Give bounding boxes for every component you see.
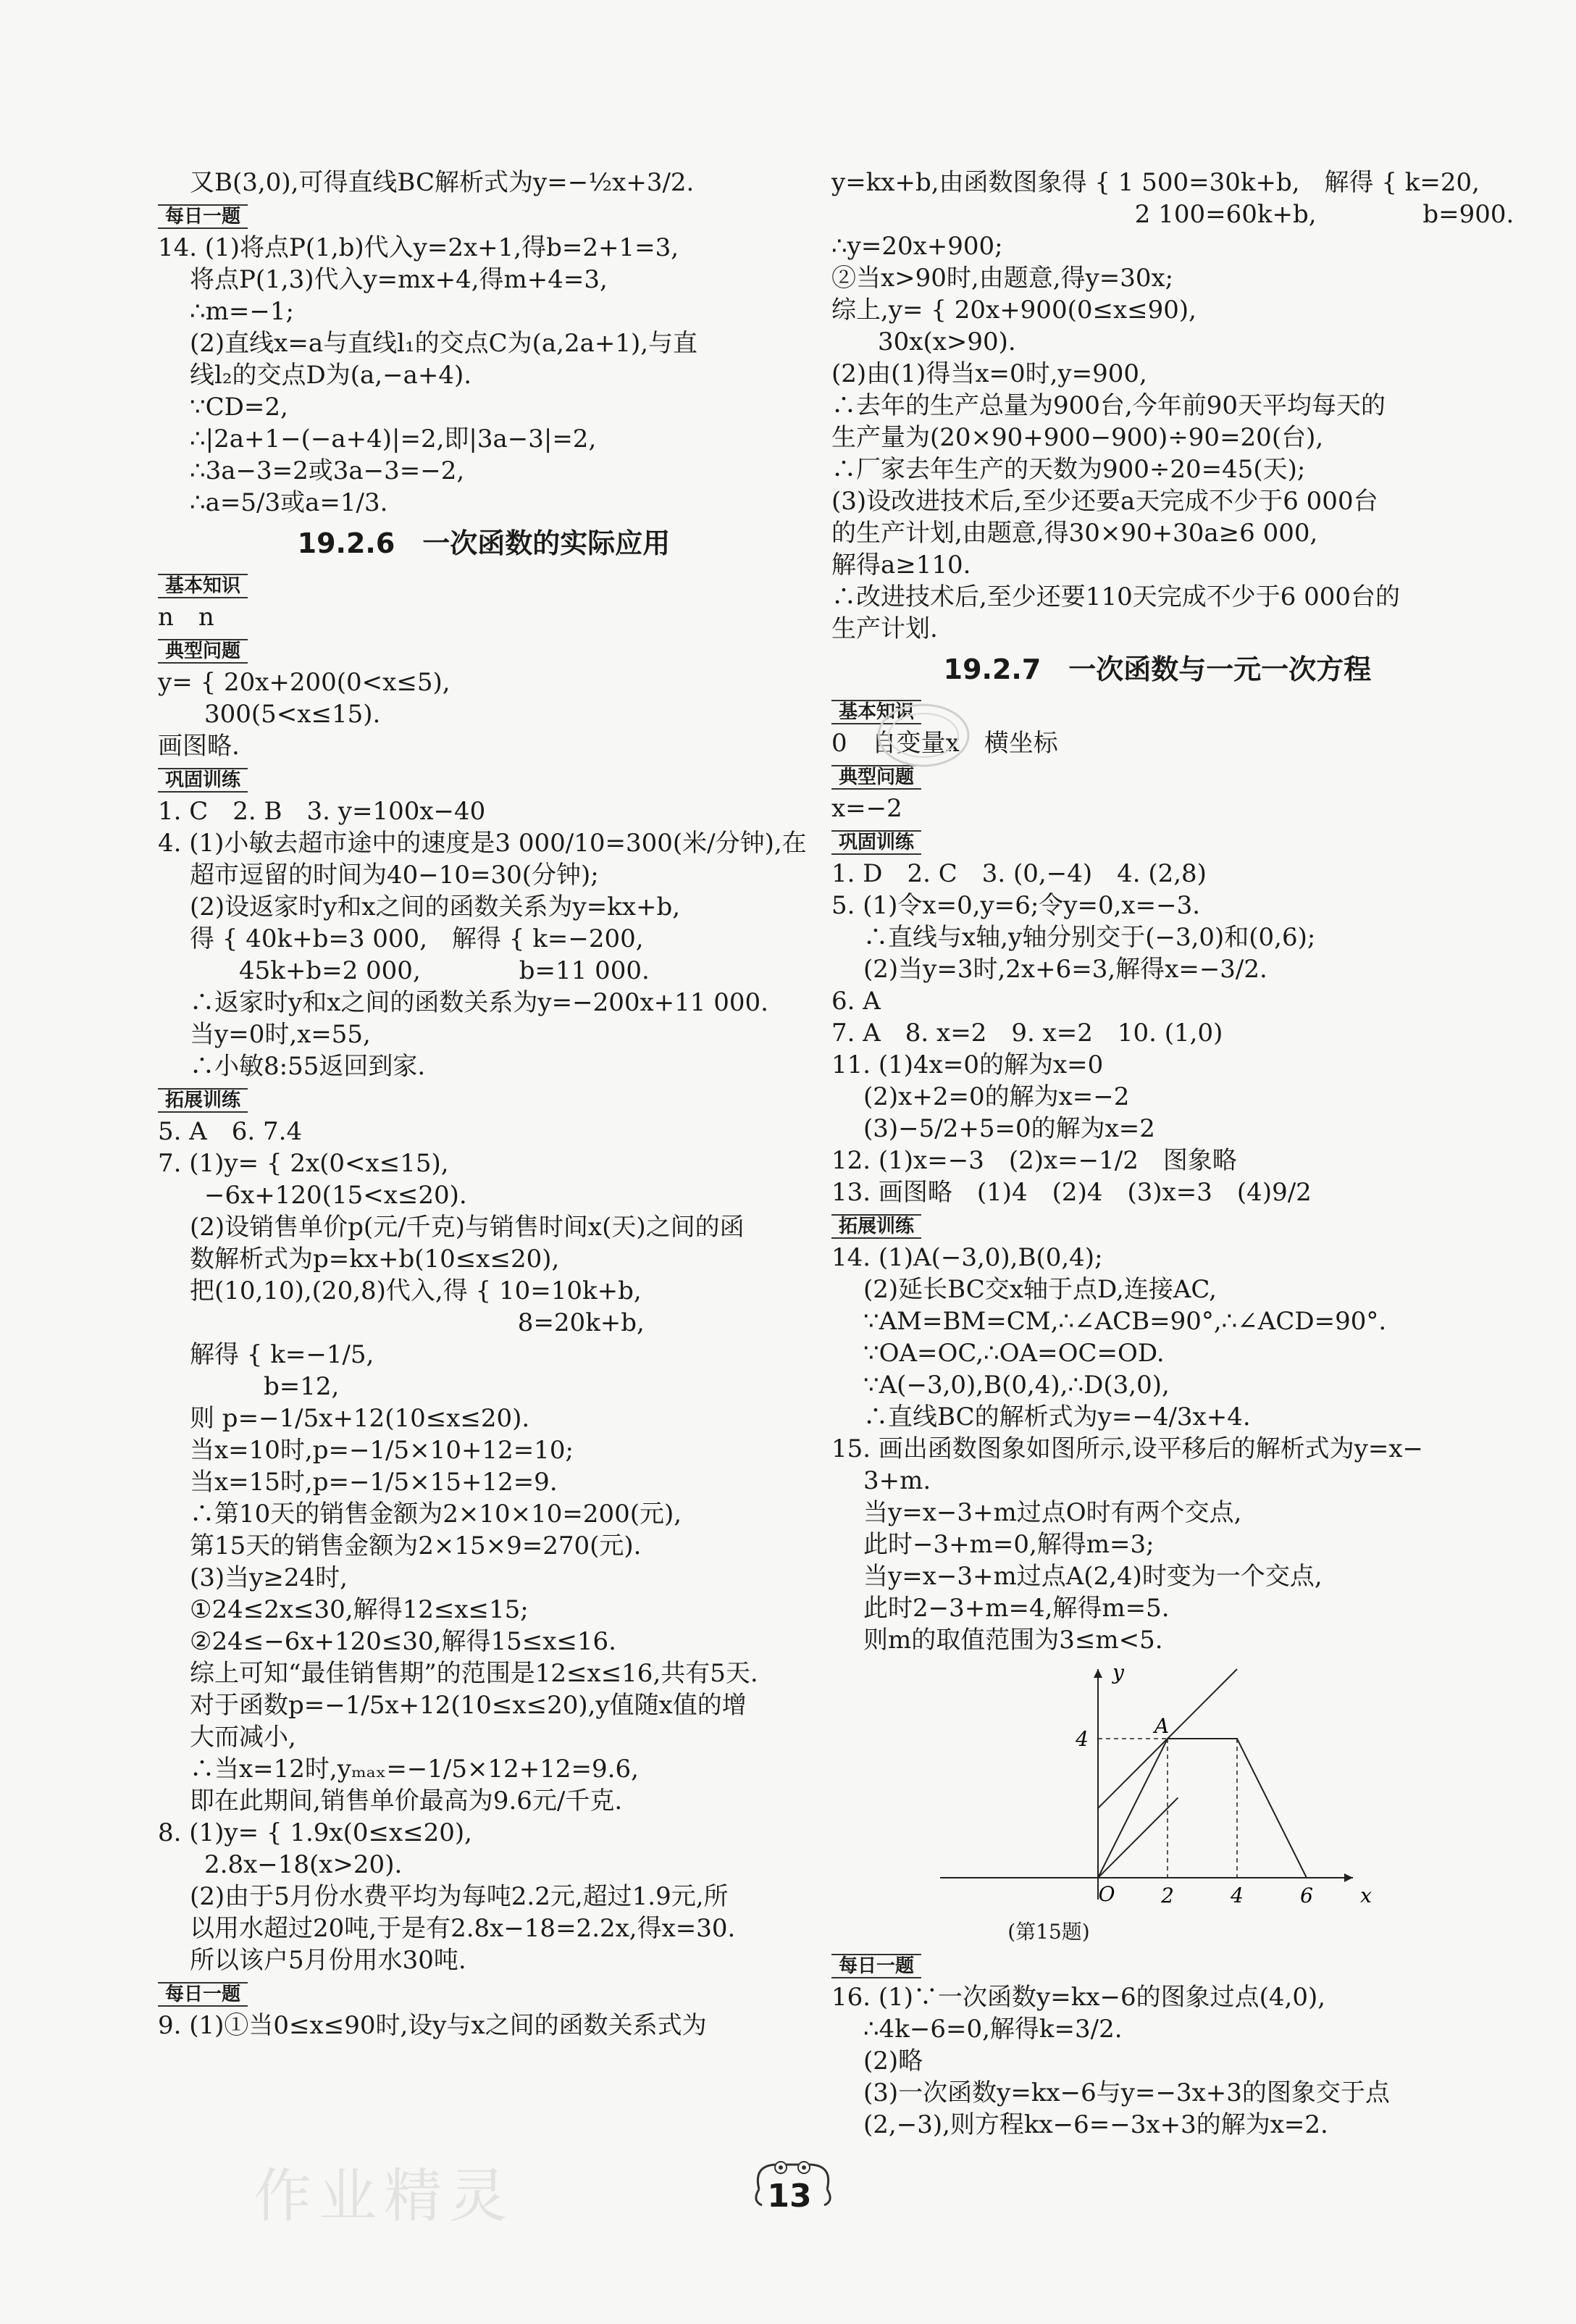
x-axis-arrow [1344,1873,1353,1882]
text-line: 解得 { k=−1/5, [190,1340,374,1369]
text-line: 12. (1)x=−3 (2)x=−1/2 图象略 [831,1146,1237,1175]
text-line: 3+m. [863,1466,931,1495]
text-line: ∵A(−3,0),B(0,4),∴D(3,0), [863,1371,1170,1400]
text-line: 则 p=−1/5x+12(10≤x≤20). [190,1404,530,1433]
x-axis-label: x [1360,1884,1372,1907]
text-line: (2)设返家时y和x之间的函数关系为y=kx+b, [190,893,681,921]
text-line: ①24≤2x≤30,解得12≤x≤15; [190,1595,529,1624]
section-tag: 巩固训练 [831,830,921,855]
series-line-1 [1098,1798,1178,1878]
text-line: 以用水超过20吨,于是有2.8x−18=2.2x,得x=30. [190,1914,736,1943]
text-line: (2)由于5月份水费平均为每吨2.2元,超过1.9元,所 [190,1882,729,1911]
text-line: 线l₂的交点D为(a,−a+4). [190,361,472,390]
origin-label: O [1098,1882,1115,1906]
section-tag: 拓展训练 [831,1214,921,1239]
text-line: 当x=10时,p=−1/5×10+12=10; [190,1436,574,1465]
text-line: 14. (1)将点P(1,b)代入y=2x+1,得b=2+1=3, [158,233,679,262]
section-heading: 19.2.6 一次函数的实际应用 [297,527,671,559]
function-graph [933,1660,1382,1907]
tag-row [158,1976,810,2010]
text-line: (2)x+2=0的解为x=−2 [863,1082,1130,1111]
text-line: 9. (1)①当0≤x≤90时,设y与x之间的函数关系式为 [158,2011,707,2040]
text-line: ∴去年的生产总量为900台,今年前90天平均每天的 [831,391,1386,420]
section-tag: 每日一题 [158,1982,248,2007]
x-tick-label-2: 2 [1161,1884,1174,1907]
text-line: 将点P(1,3)代入y=mx+4,得m+4=3, [190,265,608,294]
text-line: 大而减小, [190,1723,296,1752]
x-tick-label-6: 6 [1300,1884,1313,1907]
y-axis-arrow [1094,1669,1102,1678]
text-line: 得 { 40k+b=3 000, 解得 { k=−200, [190,924,644,953]
text-line: 4. (1)小敏去超市途中的速度是3 000/10=300(米/分钟),在 [158,829,807,858]
text-line: 当y=0时,x=55, [190,1020,371,1049]
text-line: ∴m=−1; [190,297,294,326]
text-line: ∴3a−3=2或3a−3=−2, [190,456,465,485]
y-axis-label: y [1112,1660,1124,1684]
text-line: 16. (1)∵一次函数y=kx−6的图象过点(4,0), [831,1983,1326,2012]
text-line: 8=20k+b, [190,1308,645,1337]
section-tag: 典型问题 [158,639,248,664]
series-line-0 [1098,1739,1307,1878]
text-line: 对于函数p=−1/5x+12(10≤x≤20),y值随x值的增 [190,1691,747,1720]
text-line: 15. 画出函数图象如图所示,设平移后的解析式为y=x− [831,1434,1424,1463]
text-line: ∴直线与x轴,y轴分别交于(−3,0)和(0,6); [863,923,1316,952]
text-line: 综上可知“最佳销售期”的范围是12≤x≤16,共有5天. [190,1659,758,1688]
text-line: 当y=x−3+m过点O时有两个交点, [863,1498,1242,1527]
text-line: 8. (1)y= { 1.9x(0≤x≤20), [158,1818,472,1847]
text-line: 此时2−3+m=4,解得m=5. [863,1594,1170,1623]
tag-row [831,824,1483,858]
section-tag: 每日一题 [831,1954,921,1978]
right-column [831,167,1514,2141]
text-line: 生产计划. [831,614,938,643]
text-line: 把(10,10),(20,8)代入,得 { 10=10k+b, [190,1276,642,1305]
text-line: 解得a≥110. [831,551,971,580]
left-column [158,167,810,2041]
text-line: (3)−5/2+5=0的解为x=2 [863,1114,1155,1143]
section-tag: 每日一题 [158,204,248,229]
text-line: ∵OA=OC,∴OA=OC=OD. [863,1339,1165,1368]
text-line: ∴|2a+1−(−a+4)|=2,即|3a−3|=2, [190,425,597,453]
text-line: ②当x>90时,由题意,得y=30x; [831,264,1174,293]
text-line: 45k+b=2 000, b=11 000. [190,956,650,985]
text-line: 所以该户5月份用水30吨. [190,1946,466,1975]
text-line: n n [158,603,214,632]
text-line: (2)由(1)得当x=0时,y=900, [831,359,1147,388]
text-line: 11. (1)4x=0的解为x=0 [831,1050,1104,1079]
text-line: 5. (1)令x=0,y=6;令y=0,x=−3. [831,891,1201,920]
text-line: 则m的取值范围为3≤m<5. [863,1626,1163,1655]
tag-row [831,1208,1483,1242]
text-line: 又B(3,0),可得直线BC解析式为y=−½x+3/2. [190,168,695,197]
text-line: 此时−3+m=0,解得m=3; [863,1530,1154,1559]
text-line: 30x(x>90). [878,327,1016,356]
point-a-label: A [1154,1714,1170,1738]
text-line: 2 100=60k+b, b=900. [831,200,1514,229]
tag-row [831,1948,1483,1981]
text-line: (2)直线x=a与直线l₁的交点C为(a,2a+1),与直 [190,329,698,358]
text-line: ②24≤−6x+120≤30,解得15≤x≤16. [190,1627,616,1656]
text-line: 数解析式为p=kx+b(10≤x≤20), [190,1245,560,1274]
tag-row [158,1082,810,1116]
text-line: ∴当x=12时,yₘₐₓ=−1/5×12+12=9.6, [190,1755,639,1784]
section-tag: 基本知识 [158,574,248,598]
text-line: ∴改进技术后,至少还要110天完成不少于6 000台的 [831,582,1401,611]
text-line: ∵AM=BM=CM,∴∠ACB=90°,∴∠ACD=90°. [863,1307,1387,1336]
text-line: 1. D 2. C 3. (0,−4) 4. (2,8) [831,859,1207,888]
x-tick-label-4: 4 [1231,1884,1244,1907]
section-tag: 巩固训练 [158,768,248,793]
text-line: (2,−3),则方程kx−6=−3x+3的解为x=2. [863,2110,1328,2139]
text-line: 1. C 2. B 3. y=100x−40 [158,797,486,826]
text-line: (2)延长BC交x轴于点D,连接AC, [863,1275,1217,1304]
text-line: 生产量为(20×90+900−900)÷90=20(台), [831,423,1324,452]
text-line: 14. (1)A(−3,0),B(0,4); [831,1243,1103,1272]
watermark-text: 作业精灵 [253,2162,514,2230]
text-line: b=12, [190,1372,340,1401]
tag-row [158,633,810,666]
text-line: 5. A 6. 7.4 [158,1117,303,1146]
y-tick-label: 4 [1076,1727,1089,1751]
text-line: (2)当y=3时,2x+6=3,解得x=−3/2. [863,955,1267,984]
text-line: ∴a=5/3或a=1/3. [190,488,388,517]
text-line: 13. 画图略 (1)4 (2)4 (3)x=3 (4)9/2 [831,1178,1312,1207]
text-line: 超市逗留的时间为40−10=30(分钟); [190,861,599,890]
text-line: 7. A 8. x=2 9. x=2 10. (1,0) [831,1019,1223,1048]
text-line: y=kx+b,由函数图象得 { 1 500=30k+b, 解得 { k=20, [831,168,1480,197]
tag-row [158,198,810,232]
text-line: 6. A [831,987,881,1016]
text-line: 画图略. [158,732,240,761]
figure-caption: (第15题) [1007,1920,1090,1944]
section-tag: 基本知识 [831,700,921,724]
text-line: 当y=x−3+m过点A(2,4)时变为一个交点, [863,1562,1323,1591]
text-line: 即在此期间,销售单价最高为9.6元/千克. [190,1786,623,1815]
section-tag: 拓展训练 [158,1088,248,1113]
text-line: (3)一次函数y=kx−6与y=−3x+3的图象交于点 [863,2078,1390,2107]
text-line: ∴y=20x+900; [831,232,1003,261]
text-line: (3)设改进技术后,至少还要a天完成不少于6 000台 [831,487,1378,516]
text-line: 当x=15时,p=−1/5×15+12=9. [190,1468,558,1497]
text-line: ∴厂家去年生产的天数为900÷20=45(天); [831,455,1306,484]
text-line: ∴第10天的销售金额为2×10×10=200(元), [190,1500,682,1529]
text-line: 7. (1)y= { 2x(0<x≤15), [158,1149,449,1178]
text-line: y= { 20x+200(0<x≤5), [158,668,450,697]
text-line: 的生产计划,由题意,得30×90+30a≥6 000, [831,519,1318,548]
text-line: ∴4k−6=0,解得k=3/2. [863,2015,1123,2044]
stamp-logo [869,695,978,782]
text-line: ∵CD=2, [190,393,288,422]
text-line: x=−2 [831,794,902,823]
text-line: 综上,y= { 20x+900(0≤x≤90), [831,296,1196,325]
text-line: ∴直线BC的解析式为y=−4/3x+4. [863,1403,1251,1431]
page-number: 13 [767,2178,812,2215]
text-line: ∴返家时y和x之间的函数关系为y=−200x+11 000. [190,988,768,1017]
text-line: (2)设销售单价p(元/千克)与销售时间x(天)之间的函 [190,1213,745,1242]
tag-row [158,762,810,795]
text-line: 0 自变量x 横坐标 [831,729,1058,758]
section-tag: 典型问题 [831,765,921,790]
text-line: 2.8x−18(x>20). [204,1850,403,1879]
text-line: (3)当y≥24时, [190,1563,348,1592]
text-line: (2)略 [863,2047,923,2076]
text-line: ∴小敏8:55返回到家. [190,1052,426,1081]
section-heading: 19.2.7 一次函数与一元一次方程 [943,653,1372,685]
text-line: −6x+120(15<x≤20). [204,1181,467,1210]
tag-row [158,568,810,601]
text-line: 300(5<x≤15). [204,700,381,729]
text-line: 第15天的销售金额为2×15×9=270(元). [190,1531,642,1560]
